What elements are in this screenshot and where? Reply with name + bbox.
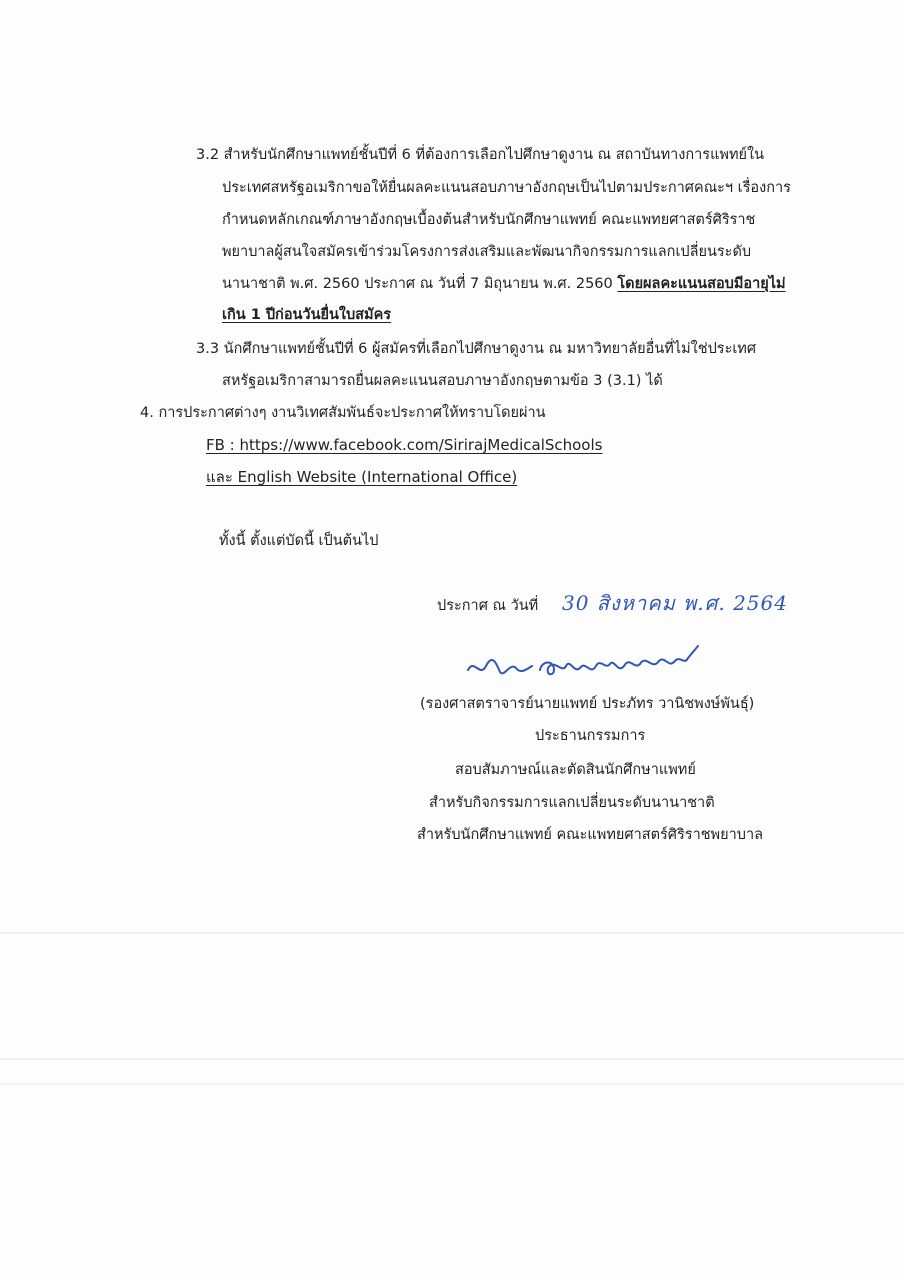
section-3-2-line-5-text: นานาชาติ พ.ศ. 2560 ประกาศ ณ วันที่ 7 มิถุนายน พ.ศ. 2560 — [222, 276, 618, 292]
handwritten-date: 30 สิงหาคม พ.ศ. 2564 — [562, 591, 788, 615]
english-website-link[interactable]: และ English Website (International Office) — [206, 468, 518, 486]
signatory-title-3: สำหรับกิจกรรมการแลกเปลี่ยนระดับนานาชาติ — [429, 795, 715, 811]
scan-artifact — [0, 1083, 904, 1085]
section-3-2-line-5 — [222, 274, 786, 294]
section-3-2-line-4: พยาบาลผู้สนใจสมัครเข้าร่วมโครงการส่งเสริมและพัฒนากิจกรรมการแลกเปลี่ยนระดับ — [222, 244, 752, 260]
signature-image — [462, 640, 712, 690]
signatory-title-4: สำหรับนักศึกษาแพทย์ คณะแพทยศาสตร์ศิริราชพยาบาล — [417, 827, 763, 843]
section-3-3-line-1: 3.3 นักศึกษาแพทย์ชั้นปีที่ 6 ผู้สมัครที่เลือกไปศึกษาดูงาน ณ มหาวิทยาลัยอื่นที่ไม่ใช่ประเทศ — [196, 341, 757, 357]
announcement-date-label: ประกาศ ณ วันที่ — [437, 598, 539, 614]
signatory-title-1: ประธานกรรมการ — [535, 728, 646, 744]
facebook-link[interactable]: FB : https://www.facebook.com/SirirajMedicalSchools — [206, 436, 603, 454]
effective-statement: ทั้งนี้ ตั้งแต่บัดนี้ เป็นต้นไป — [219, 533, 379, 549]
score-validity-notice-cont: เกิน 1 ปีก่อนวันยื่นใบสมัคร — [222, 307, 392, 323]
signatory-name: (รองศาสตราจารย์นายแพทย์ ประภัทร วานิชพงษ์พันธุ์) — [420, 696, 755, 712]
section-3-2-line-2: ประเทศสหรัฐอเมริกาขอให้ยื่นผลคะแนนสอบภาษาอังกฤษเป็นไปตามประกาศคณะฯ เรื่องการ — [222, 180, 791, 196]
section-3-3-line-2: สหรัฐอเมริกาสามารถยื่นผลคะแนนสอบภาษาอังกฤษตามข้อ 3 (3.1) ได้ — [222, 373, 663, 389]
signatory-title-2: สอบสัมภาษณ์และตัดสินนักศึกษาแพทย์ — [455, 762, 696, 778]
score-validity-notice: โดยผลคะแนนสอบมีอายุไม่ — [617, 276, 786, 292]
section-3-2-line-3: กำหนดหลักเกณฑ์ภาษาอังกฤษเบื้องต้นสำหรับนักศึกษาแพทย์ คณะแพทยศาสตร์ศิริราช — [222, 212, 756, 228]
section-4-text: 4. การประกาศต่างๆ งานวิเทศสัมพันธ์จะประกาศให้ทราบโดยผ่าน — [140, 405, 546, 421]
scan-artifact — [0, 932, 904, 934]
section-3-2-line-1: 3.2 สำหรับนักศึกษาแพทย์ชั้นปีที่ 6 ที่ต้องการเลือกไปศึกษาดูงาน ณ สถาบันทางการแพทย์ใน — [196, 147, 765, 163]
scan-artifact — [0, 1058, 904, 1060]
